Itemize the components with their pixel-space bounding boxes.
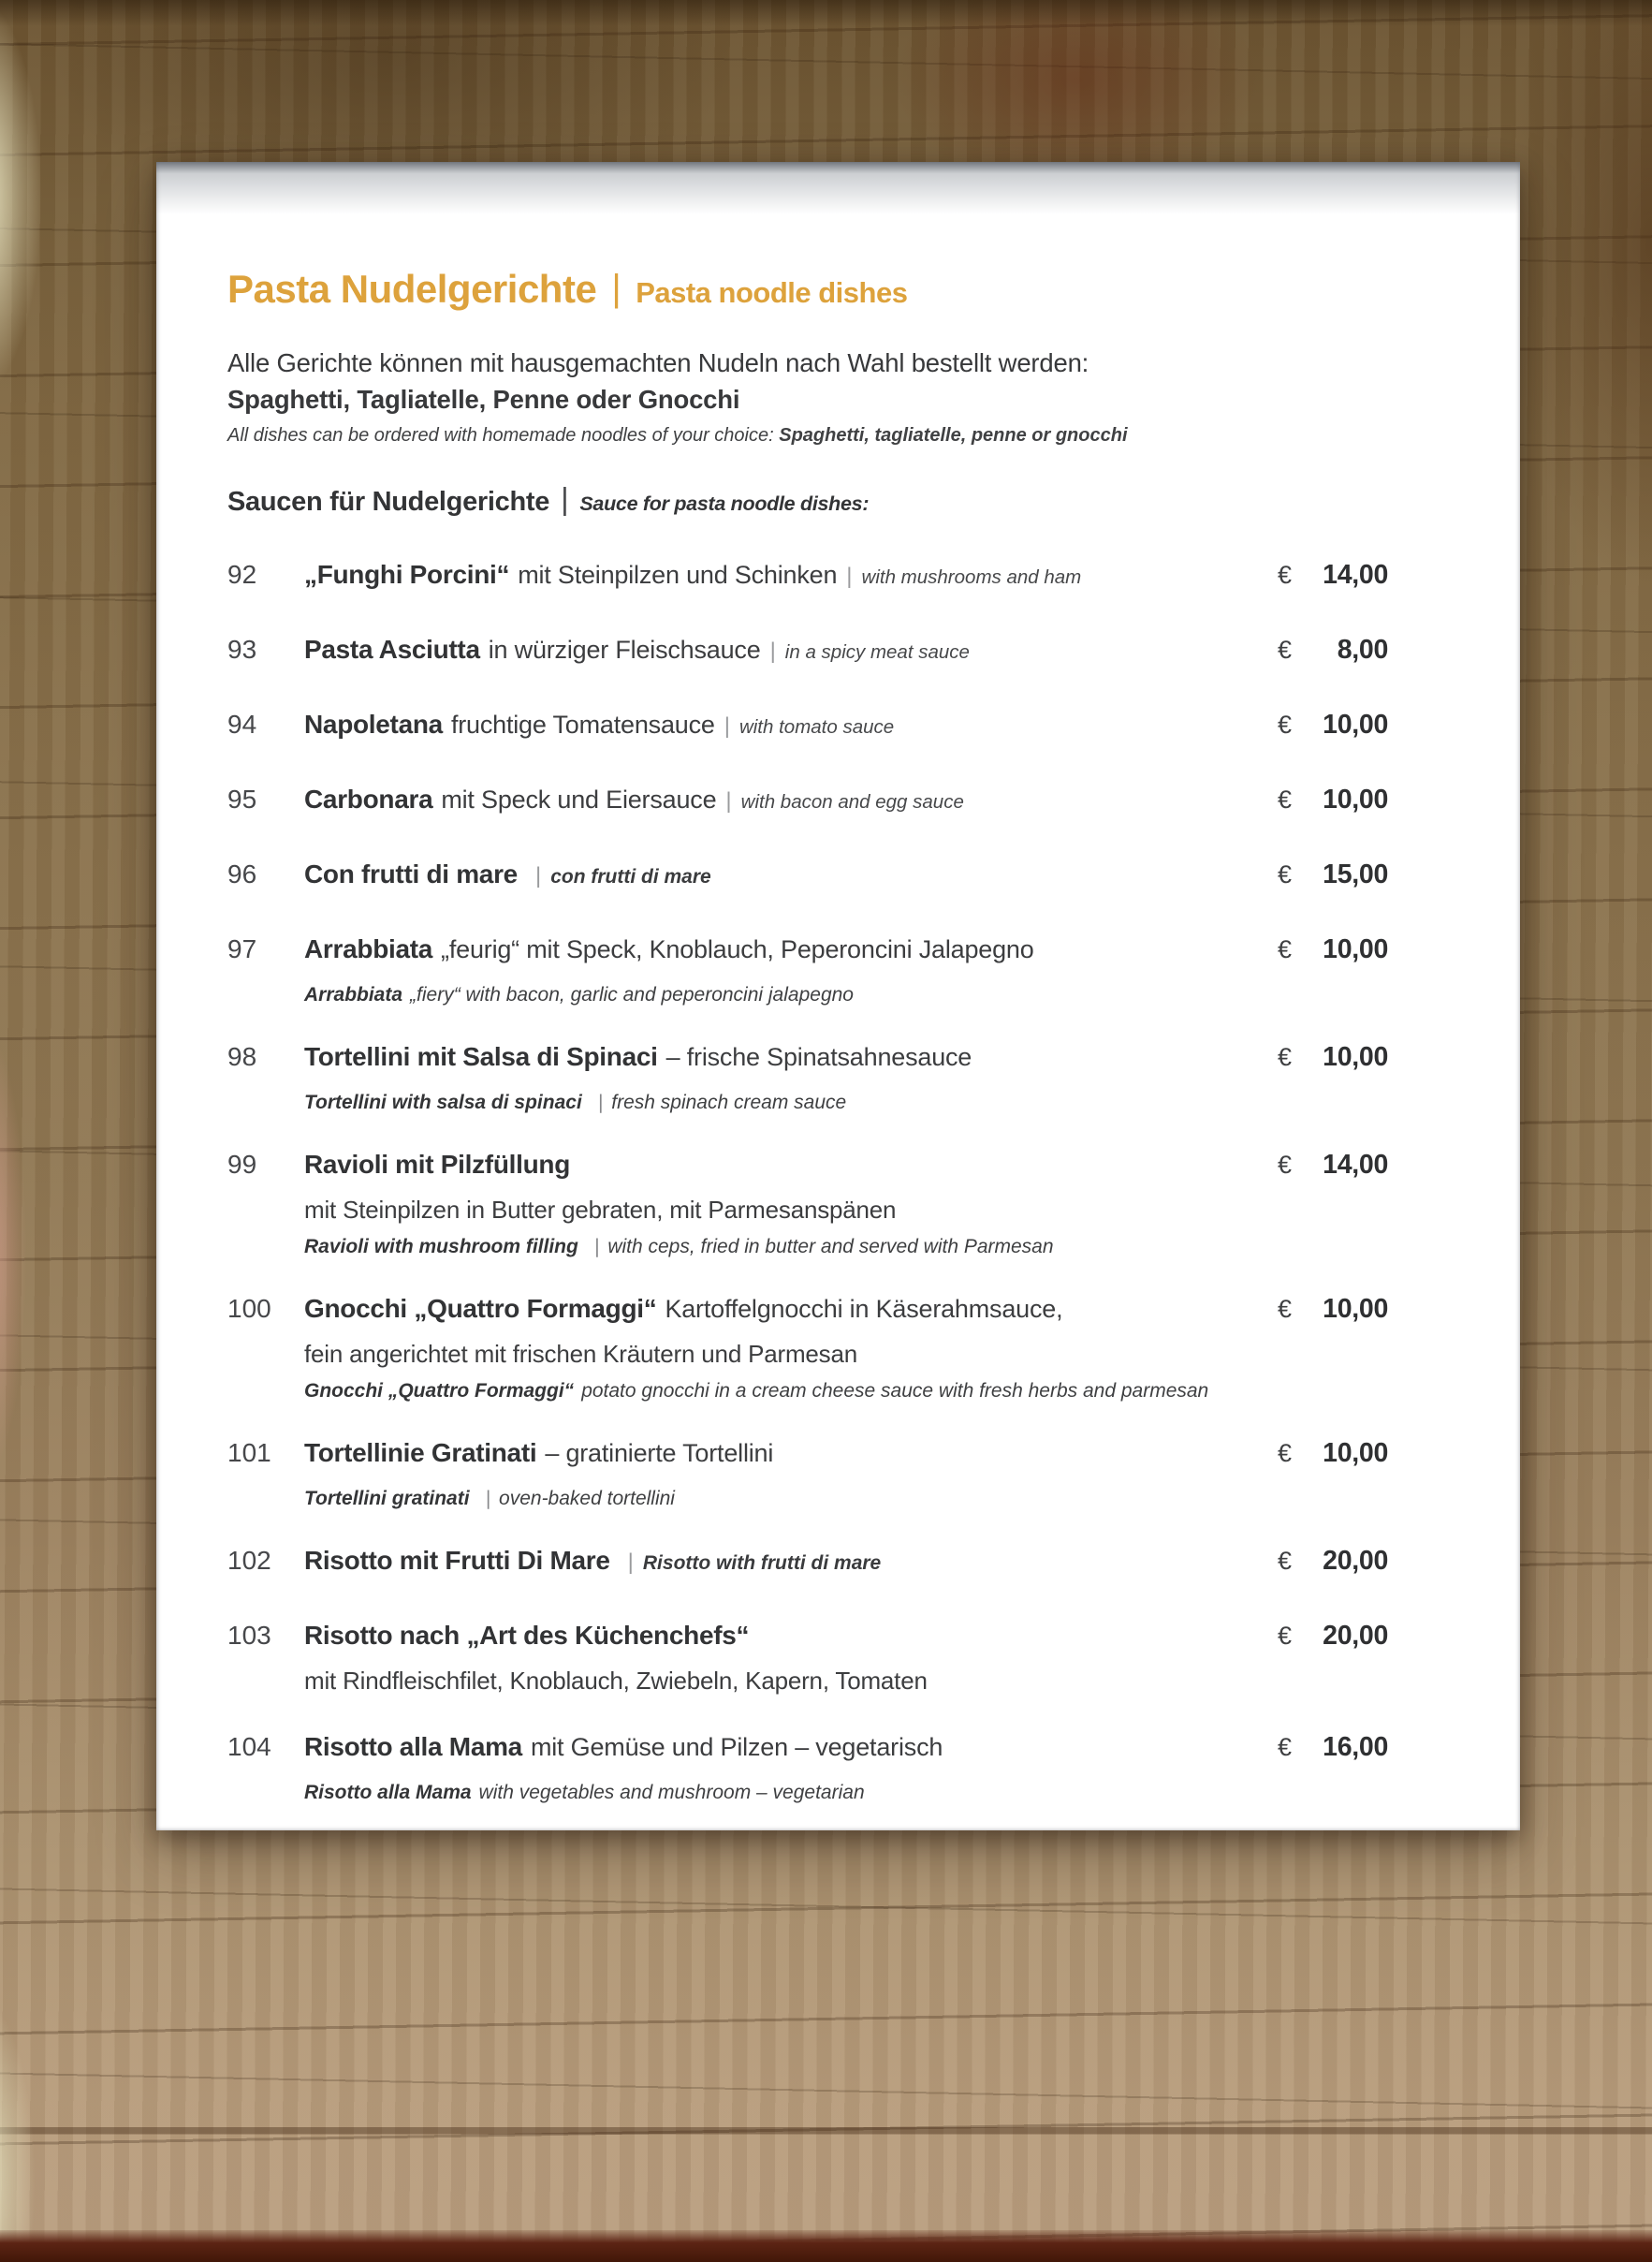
euro-sign: € <box>1278 1547 1293 1575</box>
item-name: Carbonara <box>304 785 433 814</box>
separator-bar: | <box>534 863 542 889</box>
menu-item-row <box>227 1540 1388 1586</box>
menu-item-row <box>227 1615 1388 1697</box>
item-price <box>1278 1288 1388 1329</box>
menu-item-row <box>227 554 1388 600</box>
menu-page <box>156 162 1520 1830</box>
item-translation-lead: Tortellini gratinati <box>304 1488 470 1509</box>
item-price <box>1278 1726 1388 1768</box>
euro-sign: € <box>1278 561 1293 589</box>
separator-bar: | <box>846 564 853 589</box>
intro-translation-bold: Spaghetti, tagliatelle, penne or gnocchi <box>779 425 1128 446</box>
item-price <box>1278 1144 1388 1185</box>
item-name: Tortellinie Gratinati <box>304 1438 537 1467</box>
item-description-de: – frische Spinatsahnesauce <box>665 1043 972 1071</box>
item-main-line <box>304 854 1278 900</box>
item-translation <box>304 982 1278 1007</box>
item-name: Napoletana <box>304 710 443 739</box>
item-text <box>304 1540 1278 1586</box>
menu-item-row <box>227 1288 1388 1403</box>
translation-separator-bar: | <box>593 1236 600 1257</box>
price-value: 8,00 <box>1337 635 1388 665</box>
item-description-de: mit Gemüse und Pilzen – vegetarisch <box>530 1733 943 1761</box>
item-translation <box>304 1780 1278 1805</box>
item-translation <box>304 1378 1278 1403</box>
table-edge <box>0 2230 1652 2262</box>
section-separator-bar: | <box>561 481 569 516</box>
item-number: 95 <box>227 785 257 814</box>
item-main-line <box>304 1036 1278 1082</box>
item-price <box>1278 1432 1388 1474</box>
translation-separator-bar: | <box>597 1092 604 1113</box>
section-title-english: Sauce for pasta noodle dishes: <box>579 492 870 515</box>
menu-item-row <box>227 1432 1388 1511</box>
price-value: 14,00 <box>1323 560 1388 590</box>
item-translation <box>304 1234 1278 1259</box>
translation-separator-bar: | <box>485 1488 491 1509</box>
item-price <box>1278 554 1388 595</box>
item-translation-lead: Ravioli with mushroom filling <box>304 1236 578 1257</box>
item-translation-rest: potato gnocchi in a cream cheese sauce with fresh herbs and parmesan <box>581 1380 1209 1402</box>
separator-bar: | <box>627 1550 634 1575</box>
item-main-line <box>304 554 1278 600</box>
menu-items <box>227 554 1388 1805</box>
item-description-de: mit Speck und Eiersauce <box>441 786 717 814</box>
item-number: 93 <box>227 635 257 664</box>
item-main-line <box>304 1726 1278 1772</box>
separator-bar: | <box>769 639 776 664</box>
item-main-line <box>304 629 1278 675</box>
item-main-line <box>304 704 1278 750</box>
item-text <box>304 1726 1278 1805</box>
price-value: 10,00 <box>1323 1042 1388 1072</box>
menu-item-row <box>227 704 1388 750</box>
item-price <box>1278 629 1388 670</box>
item-text <box>304 929 1278 1007</box>
section-title-german: Saucen für Nudelgerichte <box>227 487 550 517</box>
title-separator-bar: | <box>611 268 621 309</box>
item-description-en: con frutti di mare <box>550 866 711 888</box>
item-translation-rest: „fiery“ with bacon, garlic and peperoncini jalapegno <box>410 984 854 1006</box>
menu-item-row <box>227 1726 1388 1805</box>
item-translation-rest: with vegetables and mushroom – vegetarian <box>478 1782 865 1803</box>
item-number: 97 <box>227 934 257 963</box>
item-number: 100 <box>227 1294 271 1323</box>
item-number: 101 <box>227 1438 271 1467</box>
menu-item-row <box>227 779 1388 825</box>
item-number: 102 <box>227 1546 271 1575</box>
menu-item-row <box>227 1144 1388 1259</box>
item-number: 98 <box>227 1042 257 1071</box>
item-translation <box>304 1090 1278 1115</box>
item-text <box>304 1432 1278 1511</box>
item-text <box>304 1288 1278 1403</box>
intro-paragraph <box>227 345 1388 418</box>
item-description-de: Kartoffelgnocchi in Käserahmsauce, <box>665 1295 1063 1323</box>
item-text <box>304 554 1278 600</box>
item-number: 94 <box>227 710 257 739</box>
item-description-line2: mit Steinpilzen in Butter gebraten, mit Parmesanspänen <box>304 1196 897 1224</box>
item-number: 103 <box>227 1621 271 1650</box>
item-description-de: „feurig“ mit Speck, Knoblauch, Peperoncini Jalapegno <box>441 935 1034 963</box>
item-name: Arrabbiata <box>304 934 433 963</box>
item-price <box>1278 704 1388 745</box>
price-value: 16,00 <box>1323 1732 1388 1762</box>
menu-item-row <box>227 629 1388 675</box>
price-value: 20,00 <box>1323 1546 1388 1576</box>
item-main-line <box>304 1432 1278 1478</box>
euro-sign: € <box>1278 860 1293 889</box>
item-main-line <box>304 779 1278 825</box>
item-description-en: with bacon and egg sauce <box>740 791 964 813</box>
item-main-line <box>304 1615 1278 1661</box>
item-number: 96 <box>227 859 257 889</box>
intro-translation <box>227 423 1388 448</box>
item-main-line <box>304 1540 1278 1586</box>
item-description-en: with mushrooms and ham <box>861 566 1082 588</box>
item-main-line <box>304 929 1278 975</box>
item-text <box>304 704 1278 750</box>
menu-item-row <box>227 1036 1388 1115</box>
intro-translation-regular: All dishes can be ordered with homemade noodles of your choice: <box>227 425 780 446</box>
item-translation-lead: Arrabbiata <box>304 984 403 1006</box>
separator-bar: | <box>724 713 730 739</box>
item-price <box>1278 854 1388 895</box>
item-number: 99 <box>227 1150 257 1179</box>
item-main-line <box>304 1288 1278 1334</box>
item-price <box>1278 929 1388 970</box>
menu-content <box>227 162 1388 1834</box>
item-name: Risotto alla Mama <box>304 1732 522 1761</box>
item-description-line2: mit Rindfleischfilet, Knoblauch, Zwiebeln, Kapern, Tomaten <box>304 1667 928 1695</box>
price-value: 10,00 <box>1323 785 1388 815</box>
item-description-en: Risotto with frutti di mare <box>642 1552 882 1574</box>
item-translation-lead: Risotto alla Mama <box>304 1782 472 1803</box>
item-price <box>1278 1540 1388 1581</box>
item-translation-rest: with ceps, fried in butter and served with Parmesan <box>607 1236 1054 1257</box>
section-header <box>227 483 1388 521</box>
euro-sign: € <box>1278 1151 1293 1179</box>
menu-item-row <box>227 854 1388 900</box>
price-value: 20,00 <box>1323 1621 1388 1651</box>
euro-sign: € <box>1278 1733 1293 1761</box>
separator-bar: | <box>725 788 732 814</box>
item-name: Risotto nach „Art des Küchenchefs“ <box>304 1621 750 1650</box>
menu-item-row <box>227 929 1388 1007</box>
price-value: 14,00 <box>1323 1150 1388 1180</box>
item-description-line2: fein angerichtet mit frischen Kräutern und Parmesan <box>304 1340 857 1368</box>
item-main-line <box>304 1144 1278 1190</box>
euro-sign: € <box>1278 1295 1293 1323</box>
page-title-german: Pasta Nudelgerichte <box>227 267 597 311</box>
item-price <box>1278 779 1388 820</box>
item-text <box>304 1036 1278 1115</box>
euro-sign: € <box>1278 1622 1293 1650</box>
item-translation <box>304 1486 1278 1511</box>
item-price <box>1278 1615 1388 1656</box>
item-name: Con frutti di mare <box>304 859 518 889</box>
intro-line2: Spaghetti, Tagliatelle, Penne oder Gnocchi <box>227 385 740 414</box>
item-number: 92 <box>227 560 257 589</box>
page-title <box>227 267 1388 311</box>
item-description-de: mit Steinpilzen und Schinken <box>518 561 838 589</box>
item-name: Tortellini mit Salsa di Spinaci <box>304 1042 658 1071</box>
euro-sign: € <box>1278 1043 1293 1071</box>
euro-sign: € <box>1278 935 1293 963</box>
item-number: 104 <box>227 1732 271 1761</box>
item-text <box>304 779 1278 825</box>
price-value: 10,00 <box>1323 1438 1388 1468</box>
item-description-en: with tomato sauce <box>738 716 895 738</box>
euro-sign: € <box>1278 786 1293 814</box>
euro-sign: € <box>1278 636 1293 664</box>
euro-sign: € <box>1278 711 1293 739</box>
item-price <box>1278 1036 1388 1078</box>
item-translation-rest: oven-baked tortellini <box>499 1488 675 1509</box>
item-text <box>304 1615 1278 1697</box>
item-name: Ravioli mit Pilzfüllung <box>304 1150 570 1179</box>
item-text <box>304 1144 1278 1259</box>
price-value: 10,00 <box>1323 934 1388 964</box>
item-text <box>304 629 1278 675</box>
item-description-de: fruchtige Tomatensauce <box>450 711 715 739</box>
page-title-english: Pasta noodle dishes <box>636 276 908 309</box>
intro-line1: Alle Gerichte können mit hausgemachten Nudeln nach Wahl bestellt werden: <box>227 348 1089 377</box>
price-value: 10,00 <box>1323 1294 1388 1324</box>
item-name: Gnocchi „Quattro Formaggi“ <box>304 1294 657 1323</box>
item-name: Risotto mit Frutti Di Mare <box>304 1546 610 1575</box>
item-description-de: in würziger Fleischsauce <box>488 636 761 664</box>
item-name: „Funghi Porcini“ <box>304 560 510 589</box>
euro-sign: € <box>1278 1439 1293 1467</box>
item-translation-rest: fresh spinach cream sauce <box>611 1092 847 1113</box>
item-description-de: – gratinierte Tortellini <box>545 1439 774 1467</box>
item-text <box>304 854 1278 900</box>
price-value: 15,00 <box>1323 859 1388 889</box>
item-name: Pasta Asciutta <box>304 635 480 664</box>
price-value: 10,00 <box>1323 710 1388 740</box>
item-translation-lead: Gnocchi „Quattro Formaggi“ <box>304 1380 575 1402</box>
item-translation-lead: Tortellini with salsa di spinaci <box>304 1092 582 1113</box>
item-description-en: in a spicy meat sauce <box>784 641 970 663</box>
